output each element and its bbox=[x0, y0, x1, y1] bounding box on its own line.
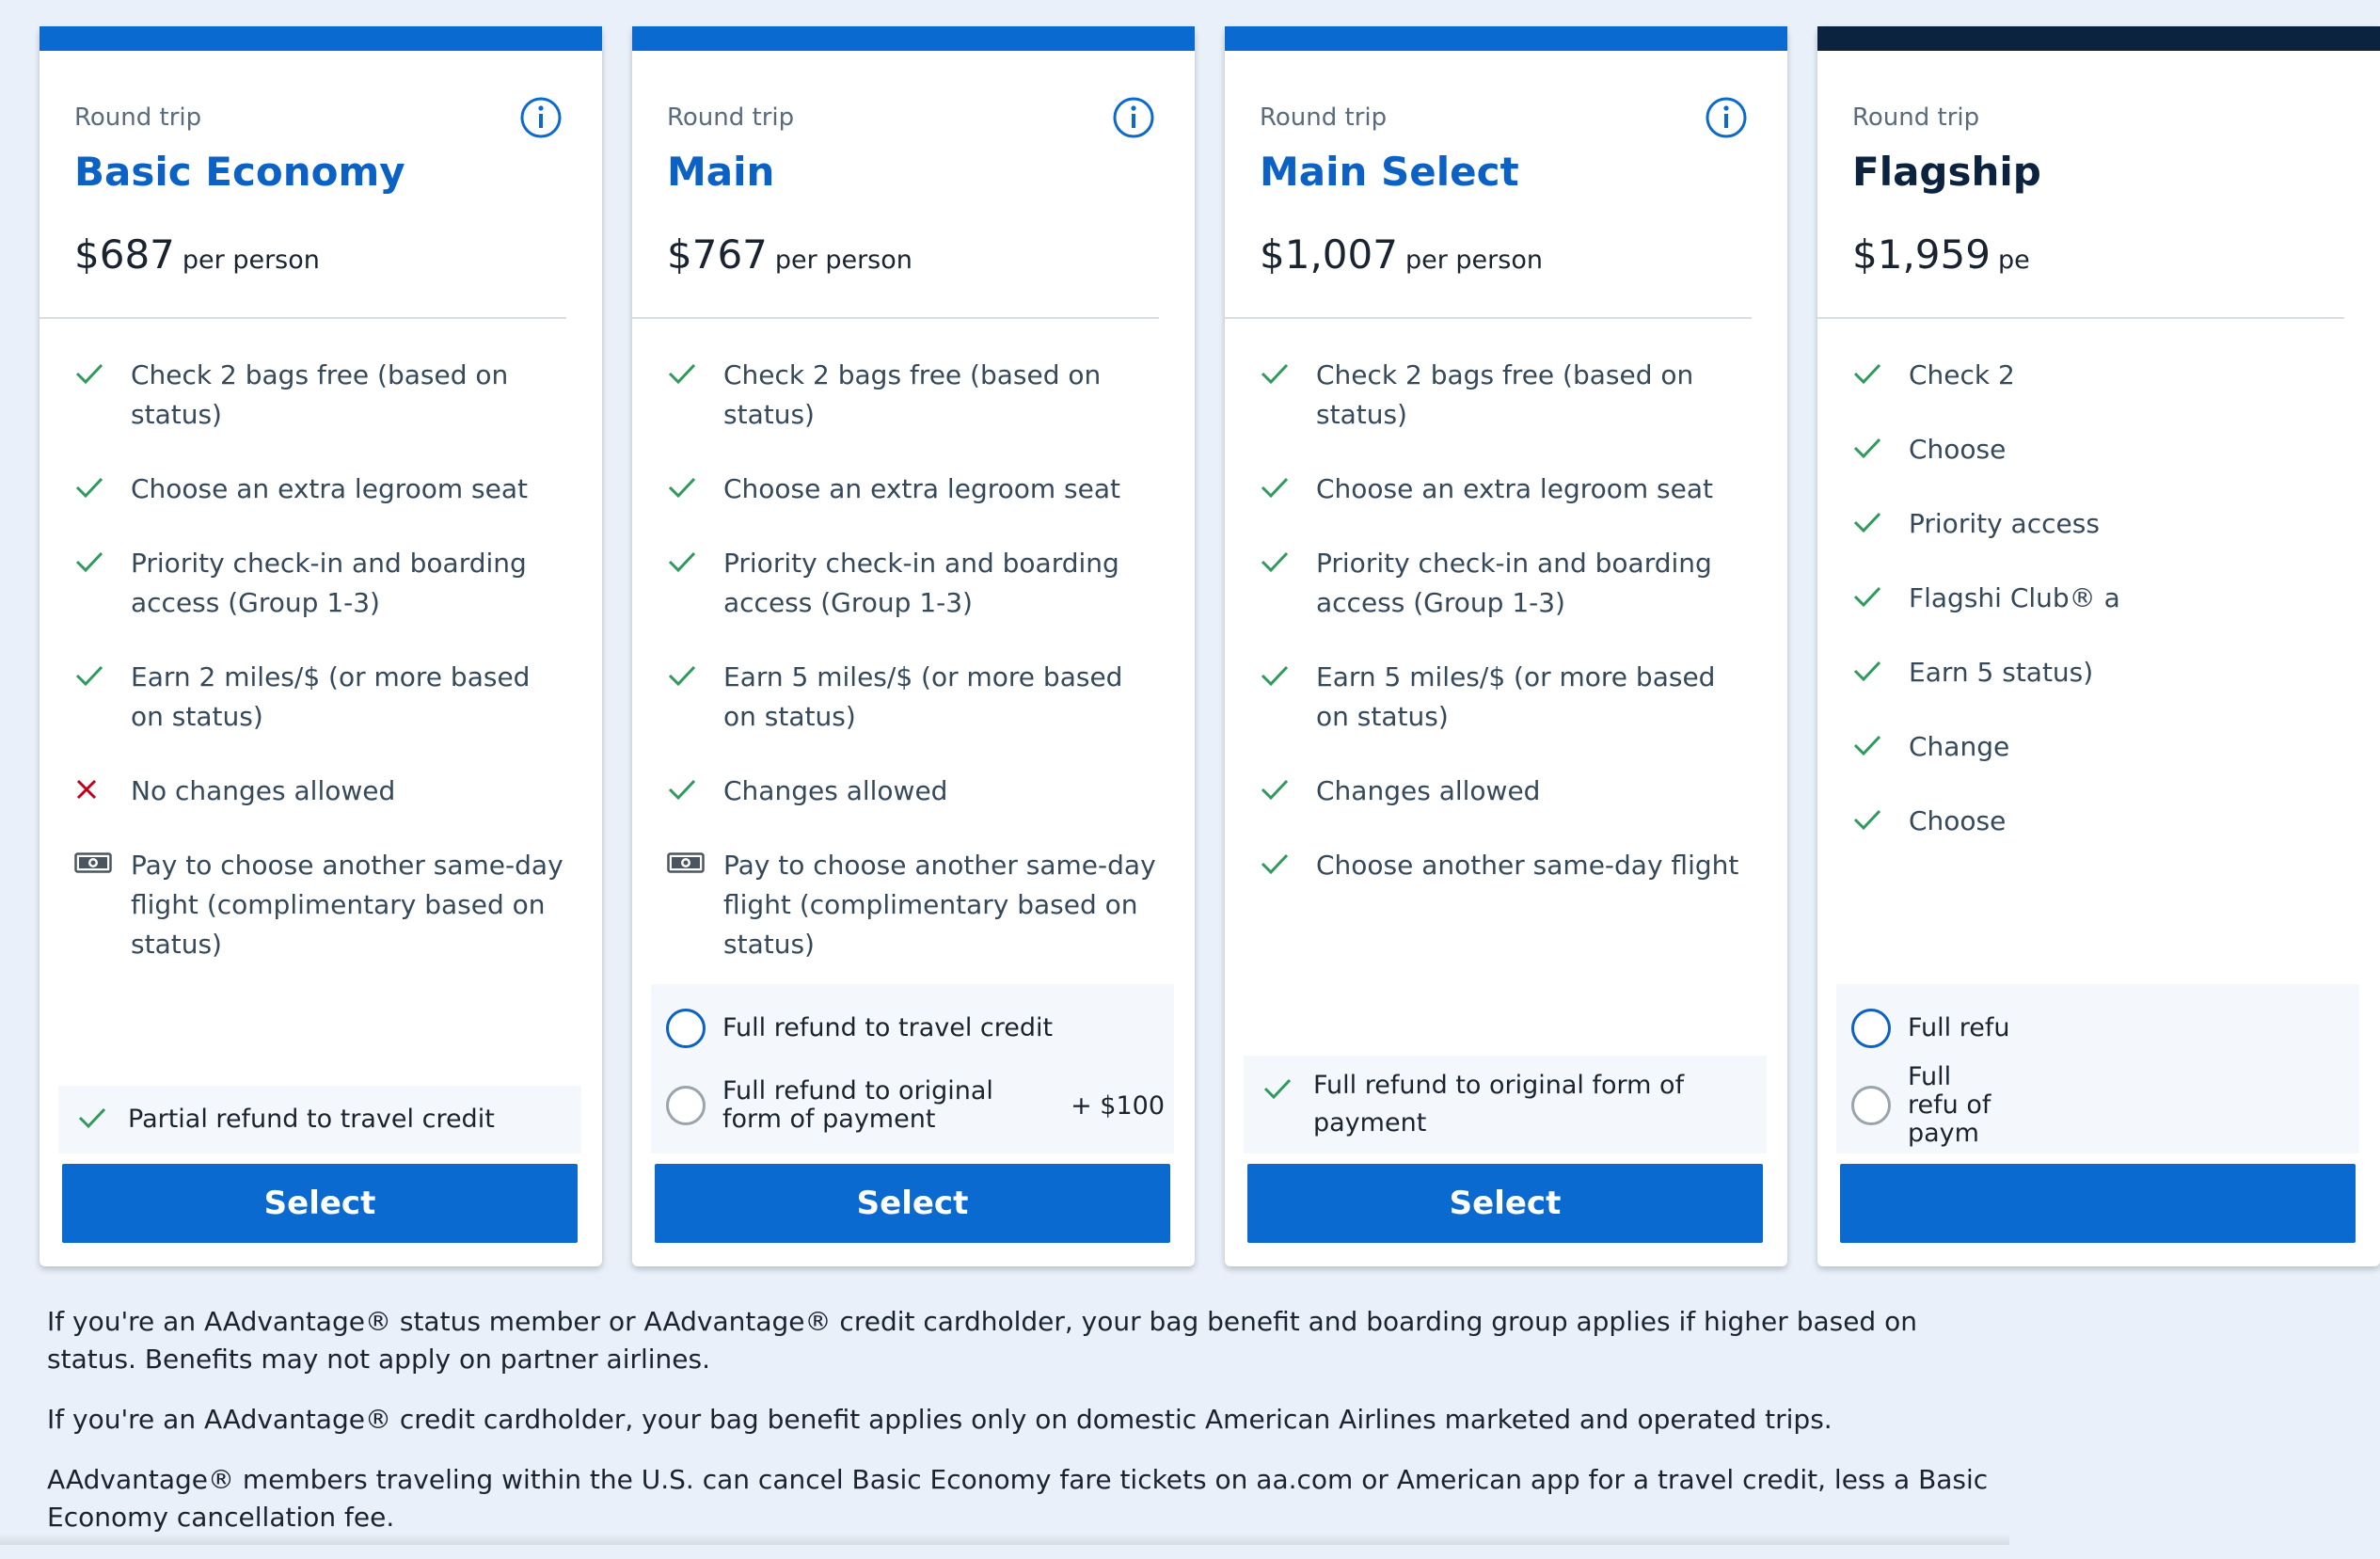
check-icon bbox=[1260, 772, 1316, 805]
feature-item bbox=[1852, 356, 2341, 395]
feature-text: Earn 5 miles/$ (or more based on status) bbox=[723, 661, 1123, 732]
feature-text: Choose bbox=[1909, 434, 2007, 465]
round-trip-label: Round trip bbox=[1852, 103, 1980, 132]
price-per-person: pe bbox=[1997, 246, 2030, 275]
fare-name: Main bbox=[667, 149, 775, 195]
feature-text: Changes allowed bbox=[1316, 775, 1541, 806]
round-trip-label: Round trip bbox=[74, 103, 202, 132]
check-icon bbox=[74, 544, 131, 578]
feature-item bbox=[1260, 846, 1749, 885]
refund-option-travel-credit[interactable] bbox=[666, 1003, 1174, 1054]
feature-text: Priority check-in and boarding access (Group 1-3) bbox=[723, 548, 1119, 618]
feature-text: Priority access bbox=[1909, 508, 2100, 539]
divider bbox=[1817, 317, 2344, 319]
check-icon bbox=[1852, 802, 1909, 835]
price-amount: $767 bbox=[667, 231, 768, 278]
refund-option-label: Full refu of paym bbox=[1908, 1062, 1991, 1148]
feature-item bbox=[1260, 356, 1749, 435]
money-icon bbox=[74, 846, 131, 878]
check-icon bbox=[667, 658, 723, 692]
feature-text: Changes allowed bbox=[723, 775, 948, 806]
feature-item bbox=[1852, 430, 2341, 469]
check-icon bbox=[667, 544, 723, 578]
check-icon bbox=[1260, 658, 1316, 692]
refund-option-label: Full refu bbox=[1908, 1013, 2010, 1042]
check-icon bbox=[1260, 846, 1316, 880]
select-button-main[interactable]: Select bbox=[655, 1164, 1170, 1243]
select-button-main-select[interactable]: Select bbox=[1247, 1164, 1763, 1243]
price-amount: $1,959 bbox=[1852, 231, 1991, 278]
check-icon bbox=[1260, 544, 1316, 578]
feature-list bbox=[1852, 356, 2341, 876]
check-icon bbox=[1260, 356, 1316, 390]
feature-item bbox=[1852, 504, 2341, 544]
fare-price bbox=[667, 231, 912, 278]
divider bbox=[1225, 317, 1752, 319]
radio-selected[interactable] bbox=[666, 1009, 706, 1048]
divider bbox=[632, 317, 1159, 319]
feature-text: Choose another same-day flight bbox=[1316, 850, 1739, 881]
refund-option[interactable] bbox=[1851, 1062, 2359, 1148]
fare-name: Main Select bbox=[1260, 149, 1519, 195]
check-icon bbox=[667, 356, 723, 390]
round-trip-label: Round trip bbox=[667, 103, 795, 132]
fare-card-basic-economy bbox=[40, 26, 602, 1266]
price-amount: $687 bbox=[74, 231, 175, 278]
feature-item bbox=[667, 658, 1156, 737]
fare-card-flagship bbox=[1817, 26, 2380, 1266]
feature-text: Earn 5 status) bbox=[1909, 657, 2094, 688]
feature-item bbox=[1260, 772, 1749, 811]
check-icon bbox=[1852, 430, 1909, 464]
price-per-person: per person bbox=[1404, 246, 1543, 275]
fare-price bbox=[74, 231, 320, 278]
check-icon bbox=[1852, 727, 1909, 761]
feature-item bbox=[667, 544, 1156, 623]
feature-list bbox=[667, 356, 1156, 999]
check-icon bbox=[77, 1106, 128, 1134]
feature-text: Earn 2 miles/$ (or more based on status) bbox=[131, 661, 531, 732]
select-button-basic-economy[interactable]: Select bbox=[62, 1164, 578, 1243]
select-button-flagship[interactable] bbox=[1840, 1164, 2356, 1243]
feature-text: Check 2 bags free (based on status) bbox=[723, 359, 1102, 430]
feature-text: Earn 5 miles/$ (or more based on status) bbox=[1316, 661, 1716, 732]
fare-price bbox=[1852, 231, 2030, 278]
check-icon bbox=[74, 356, 131, 390]
feature-item bbox=[74, 772, 563, 811]
feature-text: Check 2 bbox=[1909, 359, 2015, 390]
refund-option-label: Full refund to travel credit bbox=[722, 1013, 1054, 1042]
feature-text: Flagshi Club® a bbox=[1909, 582, 2120, 613]
refund-addon-price: + $100 bbox=[1071, 1090, 1165, 1121]
feature-text: Pay to choose another same-day flight (complimentary based on status) bbox=[131, 850, 563, 960]
fare-card-main-select bbox=[1225, 26, 1787, 1266]
fare-price bbox=[1260, 231, 1543, 278]
bottom-fade bbox=[0, 1534, 2009, 1545]
check-icon bbox=[1852, 579, 1909, 612]
feature-text: Priority check-in and boarding access (Group 1-3) bbox=[131, 548, 527, 618]
refund-option-label: Full refund to original form of payment bbox=[722, 1076, 993, 1134]
feature-item bbox=[74, 469, 563, 509]
check-icon bbox=[667, 772, 723, 805]
feature-item bbox=[1260, 658, 1749, 737]
refund-option[interactable] bbox=[1851, 1003, 2359, 1054]
feature-text: Choose an extra legroom seat bbox=[1316, 473, 1713, 504]
check-icon bbox=[667, 469, 723, 503]
feature-text: Pay to choose another same-day flight (complimentary based on status) bbox=[723, 850, 1156, 960]
radio-selected[interactable] bbox=[1851, 1009, 1891, 1048]
feature-list bbox=[74, 356, 563, 999]
feature-item bbox=[667, 772, 1156, 811]
cross-icon bbox=[74, 772, 131, 805]
feature-text: No changes allowed bbox=[131, 775, 396, 806]
check-icon bbox=[1262, 1056, 1313, 1105]
check-icon bbox=[1852, 504, 1909, 538]
fare-name: Flagship bbox=[1852, 149, 2041, 195]
fare-name: Basic Economy bbox=[74, 149, 405, 195]
refund-box bbox=[58, 1086, 581, 1153]
check-icon bbox=[1852, 653, 1909, 687]
info-icon[interactable] bbox=[1705, 96, 1748, 139]
check-icon bbox=[74, 469, 131, 503]
card-top-bar bbox=[1225, 26, 1787, 51]
card-top-bar bbox=[1817, 26, 2380, 51]
feature-item bbox=[667, 469, 1156, 509]
price-amount: $1,007 bbox=[1260, 231, 1398, 278]
feature-text: Check 2 bags free (based on status) bbox=[1316, 359, 1694, 430]
refund-text: Full refund to original form of payment bbox=[1313, 1071, 1685, 1137]
feature-text: Choose an extra legroom seat bbox=[723, 473, 1120, 504]
footnotes bbox=[47, 1303, 1994, 1559]
feature-item bbox=[74, 544, 563, 623]
money-icon bbox=[667, 846, 723, 878]
card-top-bar bbox=[40, 26, 602, 51]
radio-unselected[interactable] bbox=[666, 1086, 706, 1125]
refund-option-original-payment[interactable] bbox=[666, 1073, 1174, 1138]
feature-item bbox=[74, 356, 563, 435]
price-per-person: per person bbox=[774, 246, 912, 275]
feature-item bbox=[1852, 727, 2341, 767]
refund-options bbox=[651, 984, 1174, 1153]
feature-text: Priority check-in and boarding access (Group 1-3) bbox=[1316, 548, 1712, 618]
info-icon[interactable] bbox=[1112, 96, 1155, 139]
feature-text: Change bbox=[1909, 731, 2010, 762]
feature-text: Choose an extra legroom seat bbox=[131, 473, 528, 504]
feature-text: Choose bbox=[1909, 805, 2007, 836]
refund-text: Partial refund to travel credit bbox=[128, 1105, 495, 1134]
feature-item bbox=[1852, 802, 2341, 841]
footnote: AAdvantage® members traveling within the U.S. can cancel Basic Economy fare tickets on aa.com or American app for a travel credit, less a Basic Economy cancellation fee. bbox=[47, 1464, 1989, 1533]
check-icon bbox=[1852, 356, 1909, 390]
check-icon bbox=[74, 658, 131, 692]
footnote: If you're an AAdvantage® status member or AAdvantage® credit cardholder, your bag benefit and boarding group applies if higher based on status. Benefits may not apply on partner airlines. bbox=[47, 1306, 1917, 1375]
refund-options bbox=[1836, 984, 2359, 1153]
radio-unselected[interactable] bbox=[1851, 1086, 1891, 1125]
feature-text: Check 2 bags free (based on status) bbox=[131, 359, 509, 430]
check-icon bbox=[1260, 469, 1316, 503]
feature-list bbox=[1260, 356, 1749, 920]
refund-box bbox=[1244, 1056, 1767, 1153]
info-icon[interactable] bbox=[519, 96, 563, 139]
card-top-bar bbox=[632, 26, 1195, 51]
feature-item bbox=[1260, 469, 1749, 509]
price-per-person: per person bbox=[182, 246, 320, 275]
feature-item bbox=[667, 356, 1156, 435]
round-trip-label: Round trip bbox=[1260, 103, 1388, 132]
feature-item bbox=[667, 846, 1156, 964]
feature-item bbox=[74, 846, 563, 964]
footnote: If you're an AAdvantage® credit cardholder, your bag benefit applies only on domestic American Airlines marketed and operated trips. bbox=[47, 1404, 1833, 1435]
fare-card-main bbox=[632, 26, 1195, 1266]
feature-item bbox=[1852, 579, 2341, 618]
divider bbox=[40, 317, 566, 319]
feature-item bbox=[1852, 653, 2341, 692]
feature-item bbox=[74, 658, 563, 737]
feature-item bbox=[1260, 544, 1749, 623]
